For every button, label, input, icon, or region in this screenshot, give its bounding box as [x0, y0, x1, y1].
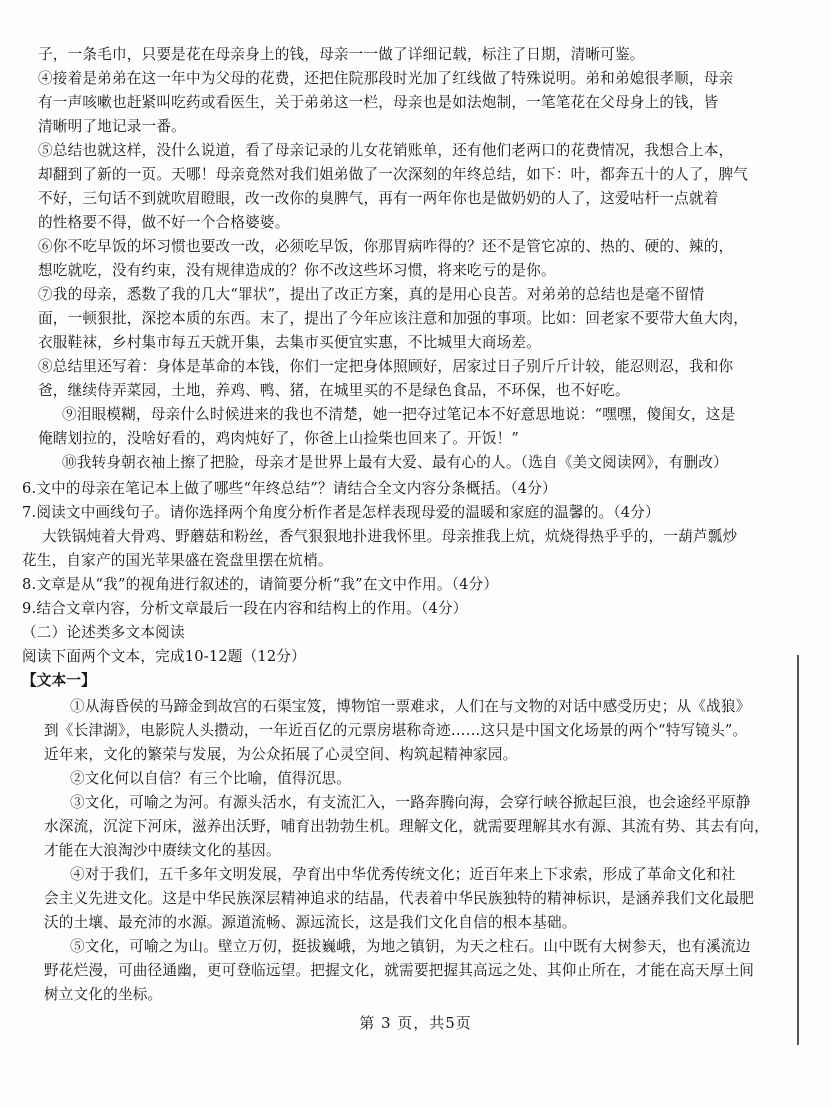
text-line: 却翻到了新的一页。天哪！母亲竟然对我们姐弟做了一次深刻的年终总结，如下：叶，都奔五十的人了，脾气 — [38, 166, 749, 183]
page-number: 第 3 页，共5页 — [359, 1014, 472, 1032]
text-line: ⑩我转身朝衣袖上擦了把脸，母亲才是世界上最有大爱、最有心的人。（选自《美文阅读网》，有删改） — [62, 454, 728, 471]
essay-line: ③文化，可喻之为河。有源头活水，有支流汇入，一路奔腾向海，会穿行峡谷掀起巨浪，也会途经平原静 — [70, 794, 751, 811]
essay-line: ②文化何以自信？有三个比喻，值得沉思。 — [70, 770, 352, 787]
essay-line: 到《长津湖》，电影院人头攒动，一年近百亿的元票房堪称奇迹……这只是中国文化场景的两个“特写镜头”。 — [44, 722, 748, 739]
text-line: 的性格要不得，做不好一个合格婆婆。 — [38, 214, 290, 231]
essay-line: 水深流，沉淀下河床，滋养出沃野，哺育出勃勃生机。理解文化，就需要理解其水有源、其流有势、其去有向， — [44, 818, 769, 835]
essay-line: 树立文化的坐标。 — [44, 986, 163, 1003]
question-7: 7.阅读文中画线句子。请你选择两个角度分析作者是怎样表现母爱的温暖和家庭的温馨的。（4分） — [22, 504, 660, 521]
question-7-quote: 花生，自家产的国光苹果盛在瓷盘里摆在炕梢。 — [22, 552, 333, 569]
text-line: 清晰明了地记录一番。 — [38, 118, 186, 135]
essay-line: 近年来，文化的繁荣与发展，为公众拓展了心灵空间、构筑起精神家园。 — [44, 746, 518, 763]
scan-edge-line — [797, 655, 799, 1045]
text-line: 爸，继续侍弄菜园，土地，养鸡、鸭、猪，在城里买的不是绿色食品，不环保，也不好吃。 — [38, 382, 630, 399]
text-line: 想吃就吃，没有约束，没有规律造成的？你不改这些坏习惯，将来吃亏的是你。 — [38, 262, 556, 279]
section-instruction: 阅读下面两个文本，完成10-12题（12分） — [22, 648, 306, 665]
text-line: 面，一顿狠批，深挖本质的东西。末了，提出了今年应该注意和加强的事项。比如：回老家不要带大鱼大肉， — [38, 310, 749, 327]
text-line: ⑤总结也就这样，没什么说道，看了母亲记录的儿女花销账单，还有他们老两口的花费情况，我想合上本， — [38, 142, 734, 159]
essay-line: ①从海昏侯的马蹄金到故宫的石渠宝笈，博物馆一票难求，人们在与文物的对话中感受历史；从《战狼》 — [70, 698, 751, 715]
question-6: 6.文中的母亲在笔记本上做了哪些“年终总结”？请结合全文内容分条概括。（4分） — [22, 480, 557, 497]
essay-line: ④对于我们，五千多年文明发展，孕育出中华优秀传统文化；近百年来上下求索，形成了革命文化和社 — [70, 866, 736, 883]
question-8: 8.文章是从“我”的视角进行叙述的，请简要分析“我”在文中作用。（4分） — [22, 576, 499, 593]
text-line: 有一声咳嗽也赶紧叫吃药或看医生，关于弟弟这一栏，母亲也是如法炮制，一笔笔花在父母身上的钱，皆 — [38, 94, 719, 111]
text-line: ⑨泪眼模糊，母亲什么时候进来的我也不清楚，她一把夺过笔记本不好意思地说：“嘿嘿，傻闺女，这是 — [62, 406, 736, 423]
question-9: 9.结合文章内容，分析文章最后一段在内容和结构上的作用。（4分） — [22, 600, 468, 617]
text-one-label: 【文本一】 — [22, 672, 96, 689]
essay-line: 才能在大浪淘沙中赓续文化的基因。 — [44, 842, 281, 859]
text-line: ⑦我的母亲，悉数了我的几大“罪状”，提出了改正方案，真的是用心良苦。对弟弟的总结也是毫不留情 — [38, 286, 705, 303]
essay-line: 野花烂漫，可曲径通幽，更可登临远望。把握文化，就需要把握其高远之处、其仰止所在，才能在高天厚土间 — [44, 962, 755, 979]
text-line: 子，一条毛巾，只要是花在母亲身上的钱，母亲一一做了详细记载，标注了日期，清晰可鉴。 — [38, 46, 645, 63]
essay-line: 会主义先进文化。这是中华民族深层精神追求的结晶，代表着中华民族独特的精神标识，是涵养我们文化最肥 — [44, 890, 755, 907]
text-line: 不好，三句话不到就吹眉瞪眼，改一改你的臭脾气，再有一两年你也是做奶奶的人了，这爱咕杆一点就着 — [38, 190, 719, 207]
question-7-quote: 大铁锅炖着大骨鸡、野蘑菇和粉丝，香气狠狠地扑进我怀里。母亲推我上炕，炕烧得热乎乎的，一葫芦瓢炒 — [42, 528, 738, 545]
text-line: ⑧总结里还写着：身体是革命的本钱，你们一定把身体照顾好，居家过日子别斤斤计较，能忍则忍，我和你 — [38, 358, 734, 375]
text-line: 俺瞎划拉的，没啥好看的，鸡肉炖好了，你爸上山捡柴也回来了。开饭！” — [38, 430, 520, 447]
text-line: ④接着是弟弟在这一年中为父母的花费，还把住院那段时光加了红线做了特殊说明。弟和弟媳很孝顺，母亲 — [38, 70, 734, 87]
essay-line: 沃的土壤、最充沛的水源。源道流畅、源远流长，这是我们文化自信的根本基础。 — [44, 914, 577, 931]
section-heading: （二）论述类多文本阅读 — [22, 624, 185, 641]
text-line: ⑥你不吃早饭的坏习惯也要改一改，必须吃早饭，你那胃病咋得的？还不是管它凉的、热的、硬的、辣的， — [38, 238, 734, 255]
text-line: 衣服鞋袜，乡村集市每五天就开集，去集市买便宜实惠，不比城里大商场差。 — [38, 334, 541, 351]
essay-line: ⑤文化，可喻之为山。壁立万仞，挺拔巍峨，为地之镇钥，为天之柱石。山中既有大树参天，也有溪流边 — [70, 938, 751, 955]
